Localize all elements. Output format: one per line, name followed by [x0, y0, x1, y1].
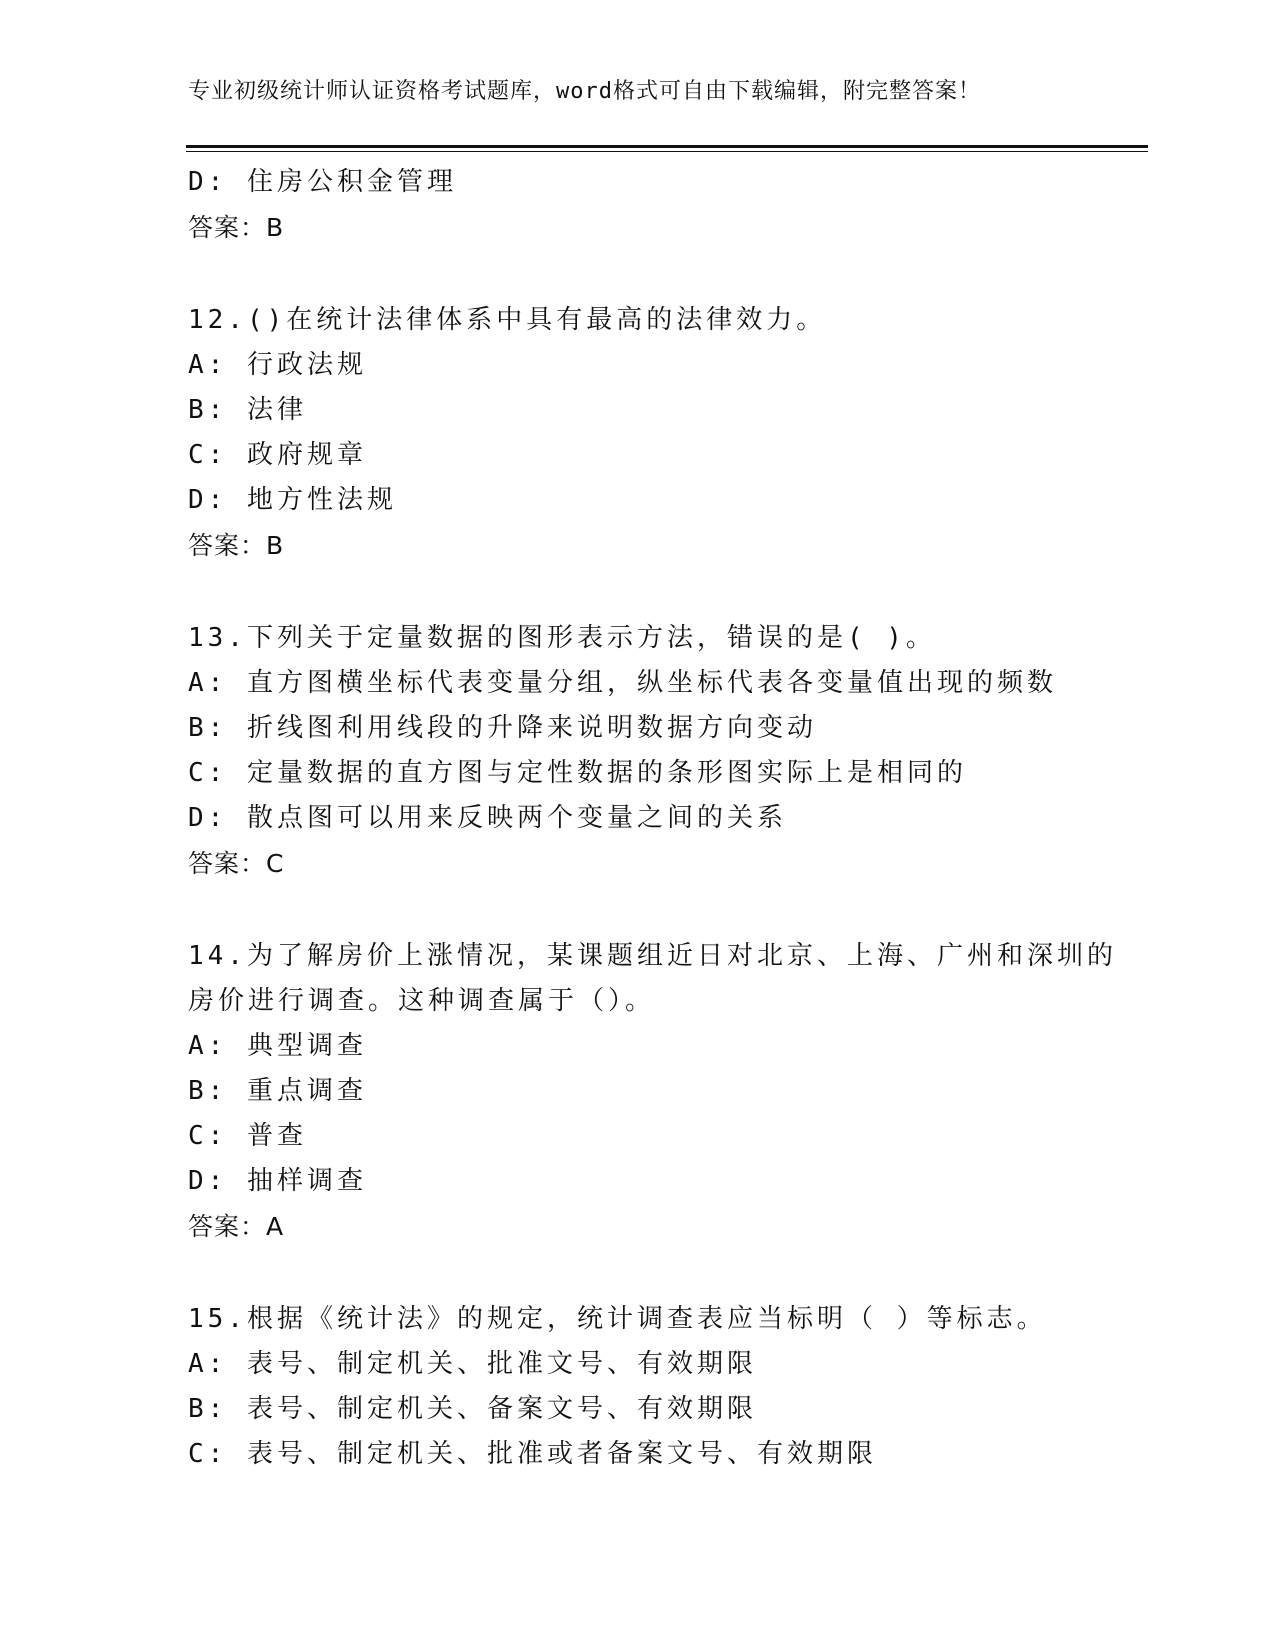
q13-option-a: A: 直方图横坐标代表变量分组，纵坐标代表各变量值出现的频数 [188, 668, 1057, 698]
q15-option-b: B: 表号、制定机关、备案文号、有效期限 [188, 1394, 757, 1424]
q14-option-a: A: 典型调查 [188, 1031, 367, 1061]
q12-option-c: C: 政府规章 [188, 440, 367, 470]
page-header: 专业初级统计师认证资格考试题库，word格式可自由下载编辑，附完整答案！ [188, 79, 981, 104]
q14-option-d: D: 抽样调查 [188, 1166, 367, 1196]
spacer [188, 1249, 1148, 1297]
q14-option-b: B: 重点调查 [188, 1076, 367, 1106]
q13-option-d: D: 散点图可以用来反映两个变量之间的关系 [188, 803, 787, 833]
q12-answer: 答案：B [188, 531, 285, 560]
header-divider-thin [186, 151, 1148, 152]
q13-answer: 答案：C [188, 849, 285, 878]
q12-stem: 12.()在统计法律体系中具有最高的法律效力。 [188, 305, 827, 335]
spacer [188, 250, 1148, 298]
q14-answer: 答案：A [188, 1212, 285, 1241]
q12-option-d: D: 地方性法规 [188, 485, 397, 515]
prev-answer: 答案：B [188, 213, 285, 242]
q15-option-a: A: 表号、制定机关、批准文号、有效期限 [188, 1349, 757, 1379]
q14-option-c: C: 普查 [188, 1121, 307, 1151]
question-content [188, 160, 1148, 1477]
q15-option-c: C: 表号、制定机关、批准或者备案文号、有效期限 [188, 1439, 877, 1469]
prev-option-d: D: 住房公积金管理 [188, 167, 457, 197]
q12-option-b: B: 法律 [188, 395, 307, 425]
spacer [188, 568, 1148, 616]
spacer [188, 886, 1148, 934]
q13-stem: 13.下列关于定量数据的图形表示方法，错误的是( )。 [188, 623, 936, 653]
q14-stem-line2: 房价进行调查。这种调查属于（）。 [188, 986, 656, 1016]
q15-stem: 15.根据《统计法》的规定，统计调查表应当标明（ ）等标志。 [188, 1304, 1047, 1334]
header-divider [186, 145, 1148, 148]
q13-option-c: C: 定量数据的直方图与定性数据的条形图实际上是相同的 [188, 758, 967, 788]
q13-option-b: B: 折线图利用线段的升降来说明数据方向变动 [188, 713, 817, 743]
q12-option-a: A: 行政法规 [188, 350, 367, 380]
q14-stem-line1: 14.为了解房价上涨情况，某课题组近日对北京、上海、广州和深圳的 [188, 941, 1117, 971]
